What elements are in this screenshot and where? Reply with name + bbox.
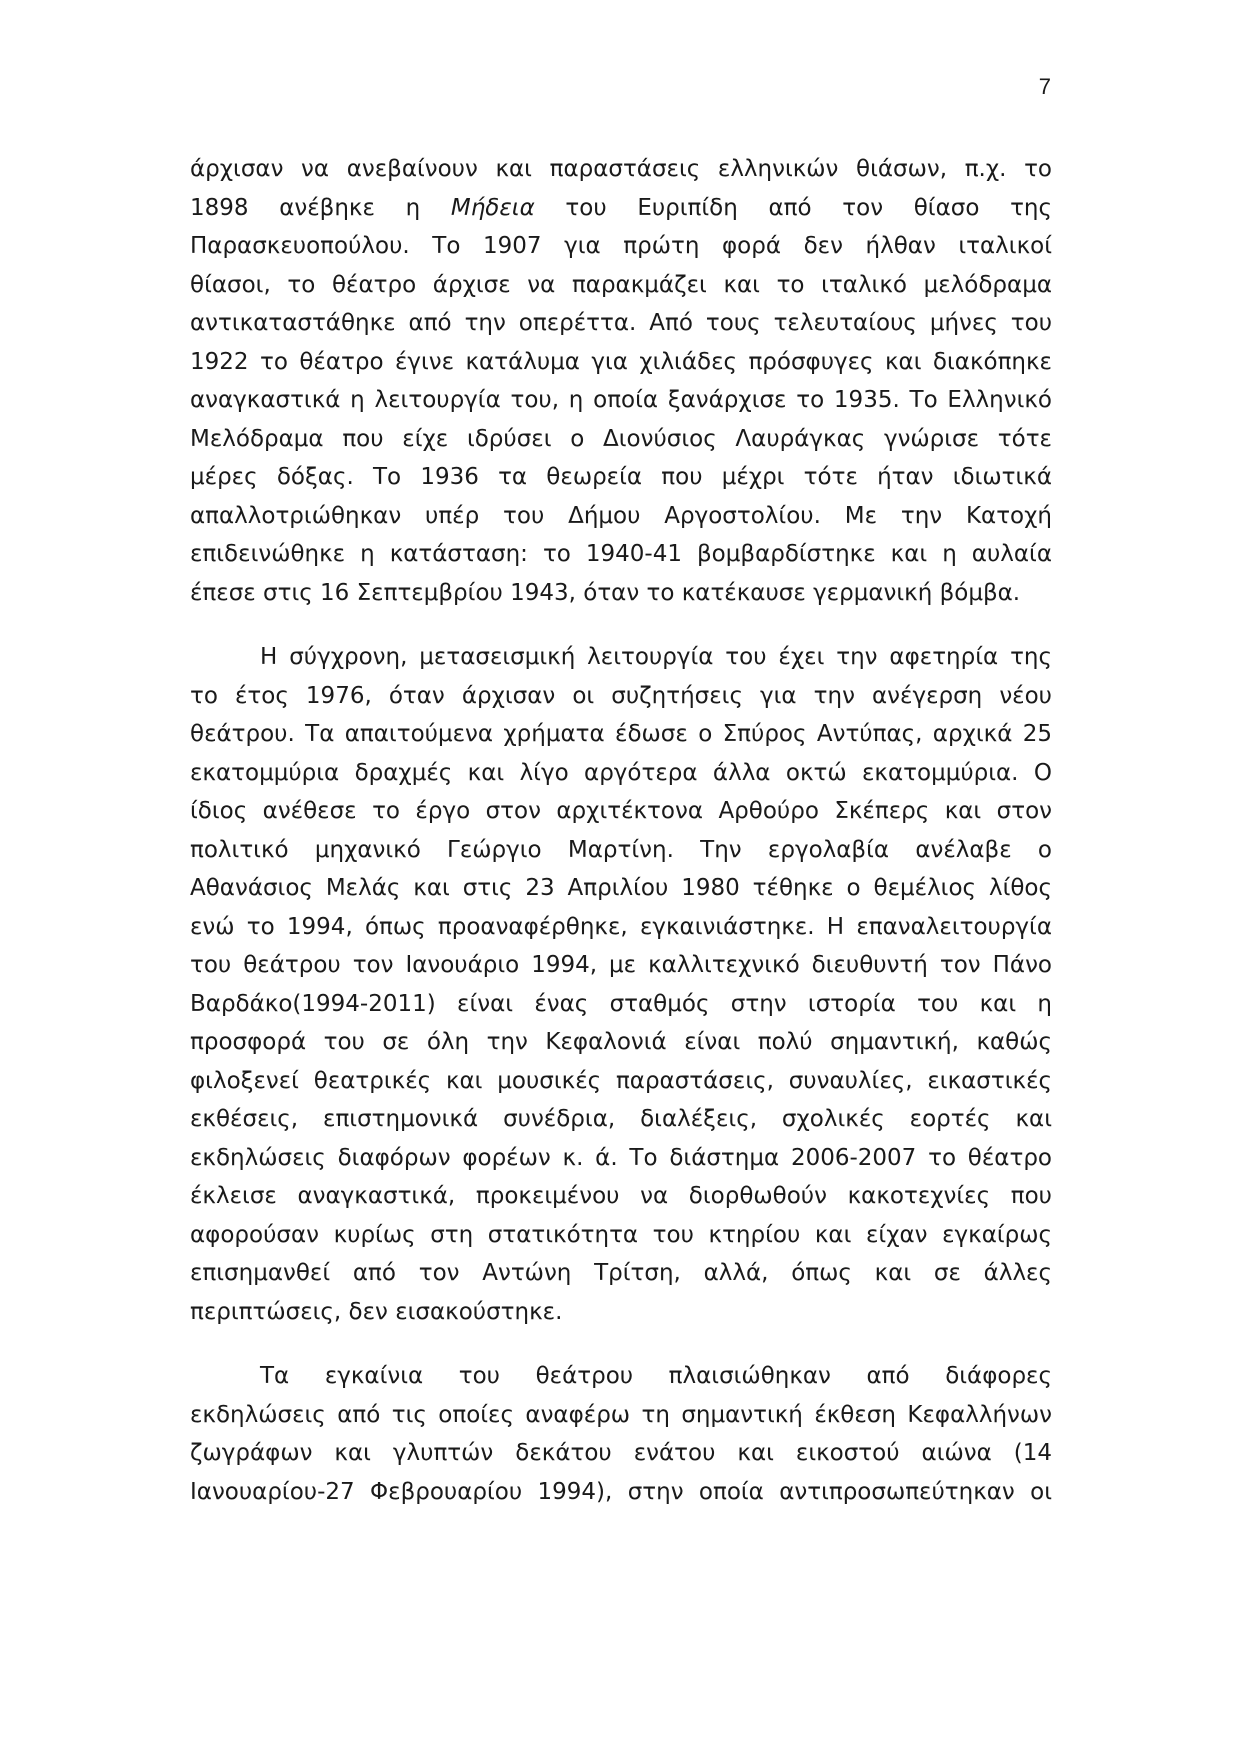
- text-line: [190, 1100, 1052, 1139]
- text-line: [190, 150, 1052, 189]
- text-run: το έτος 1976, όταν άρχισαν οι συζητήσεις για την ανέγερση νέου: [190, 682, 1052, 709]
- text-run: του Ευριπίδη από τον θίασο της: [534, 194, 1053, 221]
- paragraph: [190, 1357, 1052, 1511]
- page-number: 7: [1038, 74, 1051, 99]
- text-line: [190, 831, 1052, 870]
- text-line: [190, 1023, 1052, 1062]
- body-text: [190, 150, 1052, 1537]
- text-run: Μελόδραμα που είχε ιδρύσει ο Διονύσιος Λαυράγκας γνώρισε τότε: [190, 425, 1052, 452]
- text-run: Παρασκευοπούλου. Το 1907 για πρώτη φορά δεν ήλθαν ιταλικοί: [190, 233, 1052, 259]
- text-line: [190, 458, 1052, 497]
- text-line: [190, 1434, 1052, 1473]
- text-run: εκθέσεις, επιστημονικά συνέδρια, διαλέξεις, σχολικές εορτές και: [190, 1106, 1052, 1132]
- text-line: [190, 677, 1052, 716]
- text-line: [190, 1254, 1052, 1293]
- paragraph: [190, 638, 1052, 1331]
- text-run: αντικαταστάθηκε από την οπερέττα. Από τους τελευταίους μήνες του: [190, 310, 1052, 336]
- text-line: [190, 381, 1052, 420]
- text-line: [190, 1396, 1052, 1435]
- text-line: [190, 497, 1052, 536]
- text-run: ίδιος ανέθεσε το έργο στον αρχιτέκτονα Αρθούρο Σκέπερς και στον: [190, 798, 1052, 824]
- text-run: ζωγράφων και γλυπτών δεκάτου ενάτου και εικοστού αιώνα (14: [190, 1440, 1052, 1466]
- text-run: Η σύγχρονη, μετασεισμική λειτουργία του έχει την αφετηρία της: [260, 644, 1052, 670]
- text-line: [190, 985, 1052, 1024]
- text-run: πολιτικό μηχανικό Γεώργιο Μαρτίνη. Την εργολαβία ανέλαβε ο: [190, 836, 1052, 863]
- text-line: [190, 535, 1052, 574]
- text-run: Αθανάσιος Μελάς και στις 23 Απριλίου 1980 τέθηκε ο θεμέλιος λίθος: [190, 875, 1052, 901]
- text-run: φιλοξενεί θεατρικές και μουσικές παραστάσεις, συναυλίες, εικαστικές: [190, 1067, 1052, 1094]
- text-run: έκλεισε αναγκαστικά, προκειμένου να διορθωθούν κακοτεχνίες που: [190, 1183, 1052, 1209]
- text-line: [190, 908, 1052, 947]
- text-line: [190, 1473, 1052, 1512]
- text-run: αναγκαστικά η λειτουργία του, η οποία ξανάρχισε το 1935. Το Ελληνικό: [190, 387, 1052, 413]
- text-line: [190, 869, 1052, 908]
- text-run: προσφορά του σε όλη την Κεφαλονιά είναι πολύ σημαντική, καθώς: [190, 1029, 1052, 1055]
- italic-title: Μήδεια: [450, 194, 535, 221]
- text-line: [190, 792, 1052, 831]
- text-line: [190, 574, 1052, 613]
- text-line: [190, 1062, 1052, 1101]
- text-run: του θεάτρου τον Ιανουάριο 1994, με καλλιτεχνικό διευθυντή τον Πάνο: [190, 952, 1052, 978]
- text-run: 1922 το θέατρο έγινε κατάλυμα για χιλιάδες πρόσφυγες και διακόπηκε: [190, 348, 1052, 375]
- text-run: επισημανθεί από τον Αντώνη Τρίτση, αλλά, όπως και σε άλλες: [190, 1260, 1052, 1286]
- text-run: αφορούσαν κυρίως στη στατικότητα του κτηρίου και είχαν εγκαίρως: [190, 1221, 1052, 1248]
- text-run: θεάτρου. Τα απαιτούμενα χρήματα έδωσε ο Σπύρος Αντύπας, αρχικά 25: [190, 721, 1052, 747]
- text-run: Τα εγκαίνια του θεάτρου πλαισιώθηκαν από διάφορες: [260, 1363, 1052, 1389]
- text-line: [190, 946, 1052, 985]
- text-line: [190, 1177, 1052, 1216]
- text-line: [190, 638, 1052, 677]
- text-line: [190, 343, 1052, 382]
- text-line: [190, 1357, 1052, 1396]
- text-line: [190, 715, 1052, 754]
- text-line: [190, 304, 1052, 343]
- text-run: εκδηλώσεις διαφόρων φορέων κ. ά. Το διάστημα 2006-2007 το θέατρο: [190, 1144, 1052, 1171]
- text-line: [190, 420, 1052, 459]
- text-line: [190, 189, 1052, 228]
- text-line: [190, 227, 1052, 266]
- paragraph: [190, 150, 1052, 612]
- text-line: [190, 754, 1052, 793]
- text-run: επιδεινώθηκε η κατάσταση: το 1940-41 βομβαρδίστηκε και η αυλαία: [190, 541, 1052, 567]
- text-run: θίασοι, το θέατρο άρχισε να παρακμάζει και το ιταλικό μελόδραμα: [190, 271, 1052, 298]
- text-run: απαλλοτριώθηκαν υπέρ του Δήμου Αργοστολίου. Με την Κατοχή: [190, 502, 1052, 529]
- text-line: [190, 1293, 1052, 1332]
- text-run: εκδηλώσεις από τις οποίες αναφέρω τη σημαντική έκθεση Κεφαλλήνων: [190, 1401, 1052, 1428]
- text-line: [190, 1139, 1052, 1178]
- text-run: ενώ το 1994, όπως προαναφέρθηκε, εγκαινιάστηκε. Η επαναλειτουργία: [190, 913, 1052, 940]
- text-run: μέρες δόξας. Το 1936 τα θεωρεία που μέχρι τότε ήταν ιδιωτικά: [190, 464, 1052, 490]
- text-run: 1898 ανέβηκε η: [190, 194, 451, 221]
- text-run: έπεσε στις 16 Σεπτεμβρίου 1943, όταν το κατέκαυσε γερμανική βόμβα.: [190, 579, 1021, 606]
- text-run: περιπτώσεις, δεν εισακούστηκε.: [190, 1298, 563, 1325]
- text-run: άρχισαν να ανεβαίνουν και παραστάσεις ελληνικών θιάσων, π.χ. το: [190, 156, 1052, 182]
- text-line: [190, 1216, 1052, 1255]
- text-run: Βαρδάκο(1994-2011) είναι ένας σταθμός στην ιστορία του και η: [190, 990, 1052, 1017]
- text-line: [190, 266, 1052, 305]
- text-run: Ιανουαρίου-27 Φεβρουαρίου 1994), στην οποία αντιπροσωπεύτηκαν οι: [190, 1478, 1052, 1505]
- text-run: εκατομμύρια δραχμές και λίγο αργότερα άλλα οκτώ εκατομμύρια. Ο: [190, 759, 1052, 786]
